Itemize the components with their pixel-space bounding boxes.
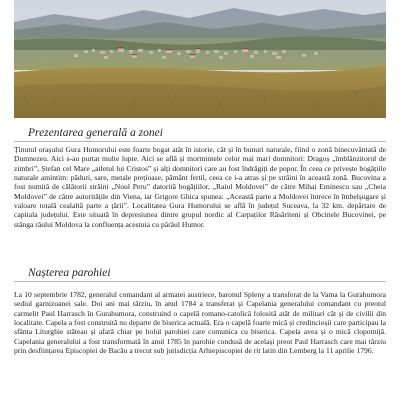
heading-divider [14, 281, 386, 282]
section-heading-overview: Prezentarea generală a zonei [28, 127, 163, 139]
heading-divider [14, 141, 386, 142]
section-heading-parish-origin: Nașterea parohiei [28, 267, 111, 279]
landscape-photo [14, 0, 386, 118]
overview-paragraph: Ținutul orașului Gura Humorului este foarte bogat atât în istorie, cât și în bunuri naturale, fiind o zonă binecuvântată de Dumnezeu. Aici s-au purtat multe lupte. Aici se află și mormintele celor mai mari domnitori: Dragoș „îmblânzitorul de zimbri”, Ștefan cel Mare „atletul lui Cristos” și alți domnitori care au fost îndrăgiți de popor. În ceea ce privește bogățiile naturale amintim: păduri, sare, metale prețioase, pământ fertil, ceea ce i-a atras și pe străini în această zonă. Bucovina a fost numită de călătorii străini „Noul Peru” datorită bogățiilor, „Raiul Moldovei” de către Mihai Eminescu sau „Cheia Moldovei” de către autoritățile din Viena, iar Grigore Ghica spunea: „Această parte a Moldovei întrece în îmbelșugare și valoare totală cealaltă parte a țării”. Localitatea Gura Humorului se află în județul Suceava, la 32 km. depărtare de capitala județului. Este situată în depresiunea dintre grupul nordic al Carpaților Răsăriteni și Obcinele Bucovinei, pe stânga râului Moldova la confluența acestuia cu pârâul Humor. [14, 145, 386, 229]
parish-origin-paragraph: La 10 septembrie 1782, generalul comandant al armatei austriece, baronul Spleny a transferat de la Vama la Gurahumora sediul garnizoanei sale. Doi ani mai târziu, în anul 1784 a transferat și Capelania generalului comandant cu preotul carmelit Paul Harrasch în Gurahumora, construind o capelă romano-catolică folosită atât de militari cât și de civilii din localitate. Capela a fost construită nu departe de biserica actuală. Era o capelă foarte mică și credincioșii care participau la sfânta Liturghie stăteau și afară chiar pe holul parohiei care comunica cu biserica. Capela avea și o mică clopotniță. Capelania generalului a fost transformată în anul 1785 în parohie condusă de același preot Paul Harrasch care mai târziu prin desființarea Episcopiei de Bacău a trecut sub jurisdicția Arhiepiscopiei de rit latin din Lemberg la 11 aprilie 1796. [14, 290, 386, 356]
landscape-photo-image [14, 0, 386, 118]
